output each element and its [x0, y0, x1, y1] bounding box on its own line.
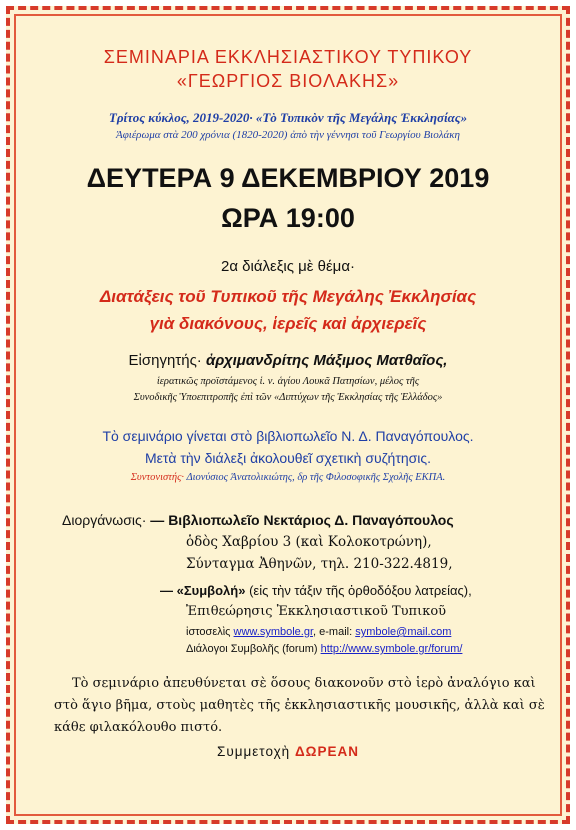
cycle-line: Τρίτος κύκλος, 2019-2020· «Τὸ Τυπικὸν τῆς Μεγάλης Ἐκκλησίας» [108, 110, 468, 125]
email-label: , e-mail: [313, 626, 356, 638]
organizers-row-2 [160, 583, 472, 598]
coordinator-line [0, 472, 576, 483]
footer-line-1: Τὸ σεμινάριο ἀπευθύνεται σὲ ὅσους διακονοῦν στὸ ἱερὸ ἀναλόγιο καὶ [72, 676, 536, 691]
website-link[interactable]: www.symbole.gr [233, 626, 314, 638]
footer-line-2: στὸ ἅγιο βῆμα, στοὺς μαθητὲς τῆς ἐκκλησιαστικῆς μουσικῆς, ἀλλὰ καὶ σὲ [54, 698, 545, 713]
lecture-title-line1: Διατάξεις τοῦ Τυπικοῦ τῆς Μεγάλης Ἐκκλησίας [99, 287, 477, 306]
lecture-intro: 2α διάλεξις μὲ θέμα· [220, 258, 355, 275]
header-subtitle: «ΓΕΩΡΓΙΟΣ ΒΙΟΛΑΚΗΣ» [176, 71, 400, 91]
org2-dash: — [160, 583, 173, 598]
coordinator-label: Συντονιστής· [130, 472, 185, 483]
org1-name: Βιβλιοπωλεῖο Νεκτάριος Δ. Παναγόπουλος [168, 512, 454, 528]
coordinator-name: Διονύσιος Ἀνατολικιώτης, δρ τῆς Φιλοσοφικῆς Σχολῆς ΕΚΠΑ. [186, 472, 446, 483]
org1-address-2: Σύνταγμα Ἀθηνῶν, τηλ. 210-322.4819, [186, 556, 453, 572]
footer-line-3: κάθε φιλακόλουθο πιστό. [54, 720, 223, 735]
venue-line1: Τὸ σεμινάριο γίνεται στὸ βιβλιοπωλεῖο Ν. Δ. Παναγόπουλος. [102, 428, 474, 444]
web-label: ἱστοσελὶς [186, 626, 234, 638]
event-time: ΩΡΑ 19:00 [221, 203, 355, 233]
forum-label: Διάλογοι Συμβολῆς (forum) [186, 643, 321, 655]
speaker-desc-1: ἱερατικῶς προϊστάμενος ἱ. ν. ἁγίου Λουκᾶ Πατησίων, μέλος τῆς [156, 376, 420, 387]
organizers-row-1 [62, 512, 454, 528]
forum-link[interactable]: http://www.symbole.gr/forum/ [320, 643, 463, 655]
organizers-label: Διοργάνωσις· [62, 512, 147, 528]
free-label: ΔΩΡΕΑΝ [294, 744, 359, 759]
dedication-line: Ἀφιέρωμα στὰ 200 χρόνια (1820-2020) ἀπὸ τὴν γέννησι τοῦ Γεωργίου Βιολάκη [115, 129, 461, 141]
org1-address-1: ὁδὸς Χαβρίου 3 (καὶ Κολοκοτρώνη), [186, 534, 432, 550]
speaker-label: Εἰσηγητής· [128, 352, 202, 369]
speaker-name: ἀρχιμανδρίτης Μάξιμος Ματθαῖος, [205, 352, 448, 369]
speaker-line [0, 352, 576, 369]
speaker-desc-2: Συνοδικῆς Ὑποεπιτροπῆς ἐπὶ τῶν «Διπτύχων τῆς Ἐκκλησίας τῆς Ἑλλάδος» [133, 392, 443, 403]
email-link[interactable]: symbole@mail.com [355, 626, 452, 638]
forum-line [186, 643, 462, 655]
org2-rest: (εἰς τὴν τάξιν τῆς ὀρθοδόξου λατρείας), [245, 583, 472, 598]
contact-line [186, 626, 451, 638]
event-date: ΔΕΥΤΕΡΑ 9 ΔΕΚΕΜΒΡΙΟΥ 2019 [86, 163, 490, 193]
venue-line2: Μετὰ τὴν διάλεξι ἀκολουθεῖ σχετικὴ συζήτησις. [144, 450, 432, 466]
participation-line [0, 744, 576, 759]
header-title: ΣΕΜΙΝΑΡΙΑ ΕΚΚΛΗΣΙΑΣΤΙΚΟΥ ΤΥΠΙΚΟΥ [103, 47, 473, 67]
org1-dash: — [150, 512, 165, 528]
participation-label: Συμμετοχὴ [217, 744, 295, 759]
org2-line2: Ἐπιθεώρησις Ἐκκλησιαστικοῦ Τυπικοῦ [186, 604, 447, 619]
org2-name: «Συμβολή» [176, 583, 246, 598]
lecture-title-line2: γιὰ διακόνους, ἱερεῖς καὶ ἀρχιερεῖς [149, 314, 427, 333]
